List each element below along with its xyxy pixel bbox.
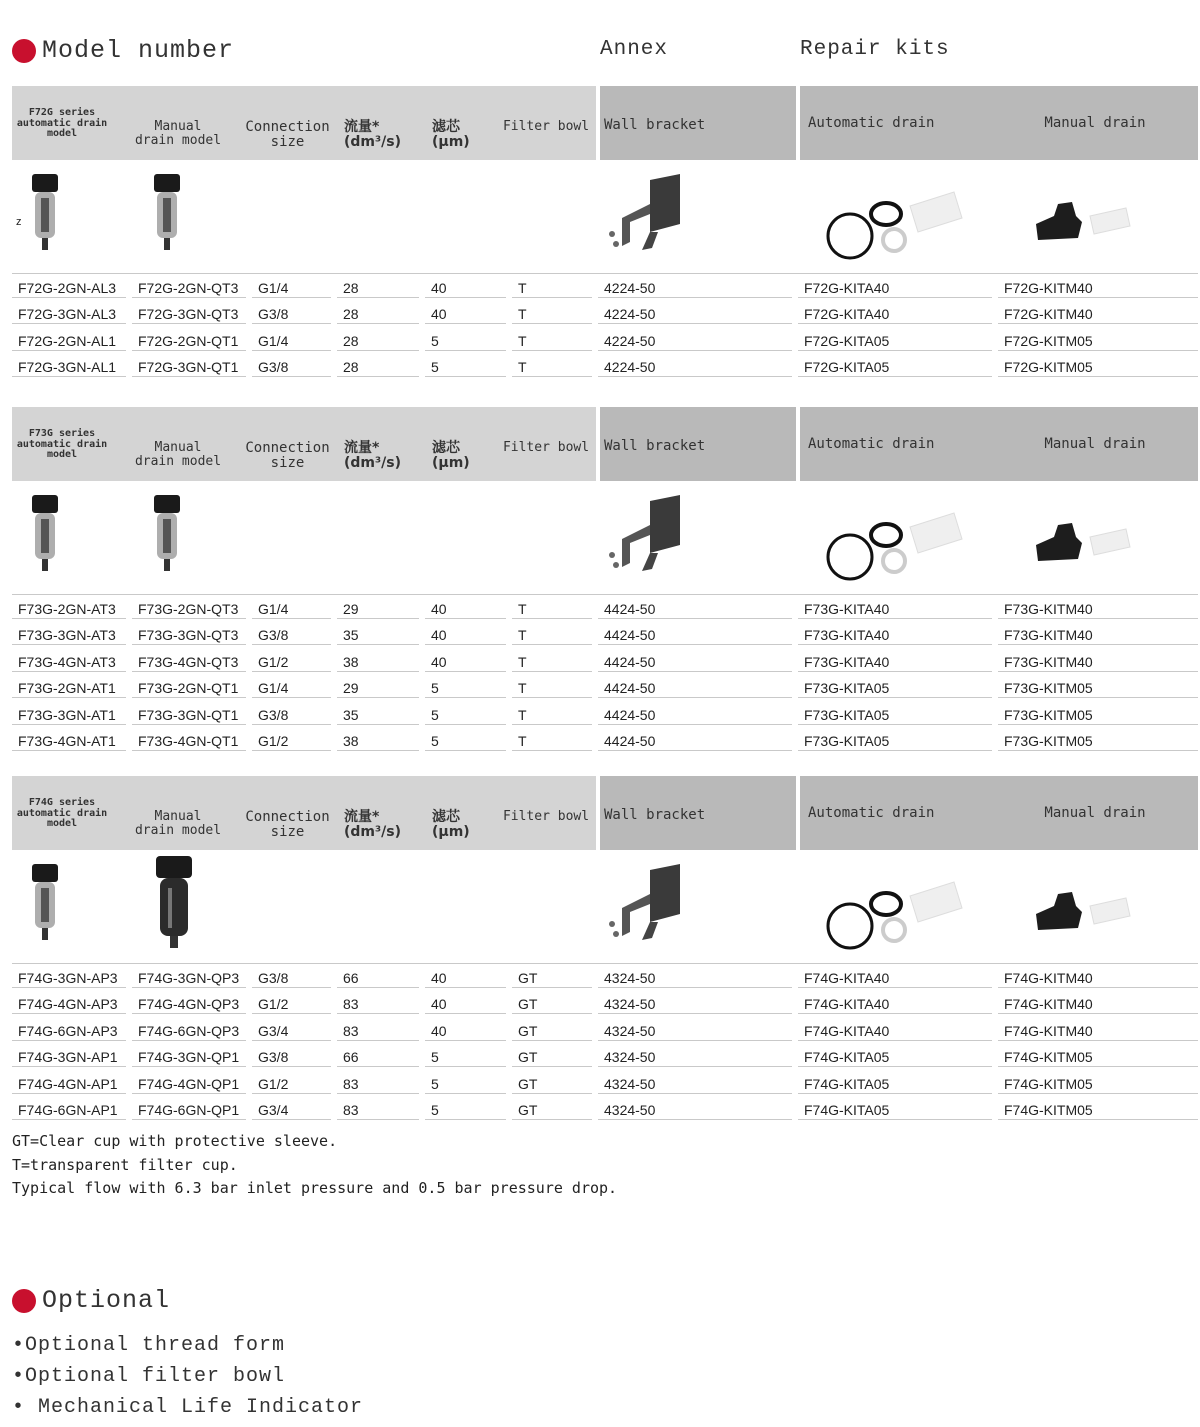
annex-heading: Annex — [600, 38, 669, 61]
optional-item: •Optional filter bowl — [12, 1365, 286, 1388]
table-cell: 40 — [425, 649, 506, 672]
automatic-drain-kit-icon — [826, 505, 976, 585]
wall-bracket-header: Wall bracket — [604, 807, 706, 823]
wall-bracket-header: Wall bracket — [604, 117, 706, 133]
manual-drain-kit-icon — [1030, 515, 1140, 575]
table-cell: F74G-KITM05 — [998, 1097, 1198, 1120]
table-cell: 35 — [337, 622, 419, 645]
table-cell: G3/8 — [252, 702, 331, 725]
table-row — [12, 675, 1198, 701]
table-cell: F72G-2GN-AL1 — [12, 328, 126, 351]
series-header-line: F72G series — [28, 107, 96, 118]
table-cell: F74G-KITA40 — [798, 991, 992, 1014]
series-header-line: model — [46, 818, 78, 829]
wall-bracket-icon — [602, 495, 692, 575]
header-line: (dm³/s) — [344, 823, 401, 840]
table-cell: 4324-50 — [598, 1018, 792, 1041]
header-line: (dm³/s) — [344, 454, 401, 471]
series-header-line: F74G series — [28, 797, 96, 808]
header-line: Manual — [154, 440, 202, 455]
table-cell: F73G-KITM40 — [998, 596, 1198, 619]
table-cell: 35 — [337, 702, 419, 725]
series-header-line: automatic drain — [16, 807, 108, 819]
table-cell: F74G-4GN-QP1 — [132, 1071, 246, 1094]
optional-item: •Optional thread form — [12, 1334, 286, 1357]
table-cell: F72G-KITA05 — [798, 354, 992, 377]
table-cell: F74G-KITM40 — [998, 965, 1198, 988]
table-cell: T — [512, 728, 592, 751]
manual-filter-icon — [152, 174, 182, 254]
table-cell: 83 — [337, 1071, 419, 1094]
table-cell: F73G-KITM05 — [998, 728, 1198, 751]
automatic-filter-icon — [30, 864, 60, 944]
table-cell: F73G-2GN-AT1 — [12, 675, 126, 698]
table-cell: F73G-KITA05 — [798, 702, 992, 725]
series-header — [12, 798, 112, 830]
table-cell: 4324-50 — [598, 1071, 792, 1094]
wall-bracket-image — [602, 495, 692, 580]
manual-drain-kit-icon — [1030, 884, 1140, 944]
table-cell: F73G-4GN-QT1 — [132, 728, 246, 751]
table-cell: 5 — [425, 1044, 506, 1067]
table-cell: 29 — [337, 596, 419, 619]
table-row — [12, 702, 1198, 728]
table-cell: F72G-KITM40 — [998, 275, 1198, 298]
table-cell: F73G-4GN-AT1 — [12, 728, 126, 751]
table-cell: F74G-KITM40 — [998, 991, 1198, 1014]
table-cell: F74G-6GN-AP3 — [12, 1018, 126, 1041]
filter-bowl-header: Filter bowl — [502, 119, 590, 134]
table-cell: F73G-3GN-AT1 — [12, 702, 126, 725]
manual-drain-kit-image — [1030, 515, 1140, 580]
table-cell: 4424-50 — [598, 702, 792, 725]
series-header — [12, 108, 112, 140]
table-cell: F73G-KITA05 — [798, 675, 992, 698]
table-cell: 40 — [425, 965, 506, 988]
automatic-drain-kit-icon — [826, 184, 976, 264]
flow-header — [344, 810, 424, 839]
header-line: size — [270, 823, 305, 840]
table-cell: 4424-50 — [598, 622, 792, 645]
table-cell: 4224-50 — [598, 275, 792, 298]
table-cell: 4324-50 — [598, 991, 792, 1014]
table-cell: T — [512, 301, 592, 324]
table-cell: F73G-4GN-AT3 — [12, 649, 126, 672]
manual-drain-header: Manual drain — [1044, 115, 1146, 131]
table-cell: T — [512, 649, 592, 672]
manual-drain-kit-icon — [1030, 194, 1140, 254]
table-cell: 4324-50 — [598, 1097, 792, 1120]
automatic-drain-kit-image — [826, 874, 976, 959]
table-cell: T — [512, 622, 592, 645]
table-cell: F74G-KITA05 — [798, 1097, 992, 1120]
table-cell: F74G-KITA05 — [798, 1071, 992, 1094]
table-cell: F74G-KITA40 — [798, 965, 992, 988]
table-row — [12, 649, 1198, 675]
table-cell: F73G-KITA40 — [798, 622, 992, 645]
table-cell: F74G-KITM40 — [998, 1018, 1198, 1041]
manual-drain-header: Manual drain — [1044, 436, 1146, 452]
manual-filter-image — [152, 856, 196, 957]
filter-bowl-header: Filter bowl — [502, 809, 590, 824]
automatic-filter-image — [30, 864, 60, 949]
table-cell: 5 — [425, 354, 506, 377]
table-cell: F73G-KITM40 — [998, 649, 1198, 672]
table-cell: G1/4 — [252, 675, 331, 698]
filter-element-header — [432, 810, 502, 839]
table-row — [12, 965, 1198, 991]
table-row — [12, 728, 1198, 754]
optional-title: Optional — [42, 1286, 171, 1315]
header-line: 滤芯 — [432, 809, 460, 825]
optional-list — [12, 1330, 363, 1423]
manual-filter-image — [152, 174, 182, 259]
table-cell: 4424-50 — [598, 649, 792, 672]
table-row — [12, 622, 1198, 648]
header-line: drain model — [134, 822, 222, 838]
header-line: Manual — [154, 809, 202, 824]
header-line: drain model — [134, 132, 222, 148]
footnotes — [12, 1130, 617, 1201]
table-cell: F73G-KITA40 — [798, 649, 992, 672]
series-header-line: automatic drain — [16, 438, 108, 450]
table-cell: F72G-KITM05 — [998, 328, 1198, 351]
table-cell: G3/4 — [252, 1018, 331, 1041]
table-cell: F74G-KITA40 — [798, 1018, 992, 1041]
table-cell: 5 — [425, 728, 506, 751]
table-cell: F74G-4GN-AP1 — [12, 1071, 126, 1094]
table-cell: F72G-3GN-QT1 — [132, 354, 246, 377]
flow-header — [344, 120, 424, 149]
red-dot-icon — [12, 39, 36, 63]
table-cell: 40 — [425, 301, 506, 324]
table-cell: 4224-50 — [598, 328, 792, 351]
table-cell: F73G-3GN-QT3 — [132, 622, 246, 645]
table-cell: G3/8 — [252, 1044, 331, 1067]
connection-size-header — [240, 120, 335, 149]
table-cell: 4424-50 — [598, 596, 792, 619]
table-cell: F72G-3GN-QT3 — [132, 301, 246, 324]
table-cell: 28 — [337, 354, 419, 377]
divider — [12, 594, 1198, 595]
table-cell: F72G-2GN-QT1 — [132, 328, 246, 351]
table-cell: F74G-3GN-AP3 — [12, 965, 126, 988]
automatic-filter-icon — [30, 495, 60, 575]
header-line: Connection — [245, 809, 330, 825]
table-cell: G1/2 — [252, 728, 331, 751]
connection-size-header — [240, 441, 335, 470]
table-cell: F72G-3GN-AL1 — [12, 354, 126, 377]
table-cell: 4324-50 — [598, 1044, 792, 1067]
header-line: (dm³/s) — [344, 133, 401, 150]
table-cell: T — [512, 702, 592, 725]
table-cell: F74G-3GN-QP1 — [132, 1044, 246, 1067]
table-cell: F73G-2GN-AT3 — [12, 596, 126, 619]
model-number-title: Model number — [42, 36, 235, 65]
table-cell: F73G-2GN-QT3 — [132, 596, 246, 619]
table-row — [12, 275, 1198, 301]
table-cell: 4424-50 — [598, 728, 792, 751]
table-row — [12, 328, 1198, 354]
table-cell: 40 — [425, 596, 506, 619]
series-header-line: model — [46, 449, 78, 460]
table-cell: 5 — [425, 1097, 506, 1120]
table-cell: 28 — [337, 275, 419, 298]
model-number-heading — [12, 36, 234, 65]
table-cell: 66 — [337, 965, 419, 988]
table-cell: 83 — [337, 1097, 419, 1120]
table-cell: F74G-6GN-QP3 — [132, 1018, 246, 1041]
table-cell: F72G-KITM40 — [998, 301, 1198, 324]
table-cell: G1/2 — [252, 1071, 331, 1094]
table-cell: F73G-2GN-QT1 — [132, 675, 246, 698]
header-line: Manual — [154, 119, 202, 134]
table-cell: T — [512, 354, 592, 377]
wall-bracket-header: Wall bracket — [604, 438, 706, 454]
manual-drain-kit-image — [1030, 194, 1140, 259]
table-cell: F74G-KITM05 — [998, 1044, 1198, 1067]
table-cell: 29 — [337, 675, 419, 698]
table-cell: 66 — [337, 1044, 419, 1067]
table-cell: F73G-KITM05 — [998, 702, 1198, 725]
header-line: (μm) — [432, 133, 470, 150]
series-header — [12, 429, 112, 461]
filter-element-header — [432, 441, 502, 470]
table-cell: 40 — [425, 275, 506, 298]
table-row — [12, 991, 1198, 1017]
note-t: T=transparent filter cup. — [12, 1155, 238, 1174]
manual-filter-image — [152, 495, 182, 580]
table-cell: 5 — [425, 702, 506, 725]
table-cell: 40 — [425, 1018, 506, 1041]
table-row — [12, 301, 1198, 327]
manual-drain-model-header — [128, 810, 228, 837]
manual-drain-kit-image — [1030, 884, 1140, 949]
table-cell: GT — [512, 965, 592, 988]
table-cell: F73G-3GN-QT1 — [132, 702, 246, 725]
automatic-drain-kit-icon — [826, 874, 976, 954]
wall-bracket-icon — [602, 864, 692, 944]
repair-kits-heading: Repair kits — [800, 38, 950, 61]
table-cell: GT — [512, 1018, 592, 1041]
table-cell: F73G-KITM05 — [998, 675, 1198, 698]
table-cell: T — [512, 275, 592, 298]
flow-header — [344, 441, 424, 470]
table-cell: 5 — [425, 675, 506, 698]
automatic-drain-header: Automatic drain — [808, 805, 935, 821]
manual-filter-icon — [152, 856, 196, 952]
table-cell: F73G-KITA05 — [798, 728, 992, 751]
table-cell: F72G-KITM05 — [998, 354, 1198, 377]
table-cell: 83 — [337, 991, 419, 1014]
table-cell: GT — [512, 1044, 592, 1067]
table-cell: G3/4 — [252, 1097, 331, 1120]
series-header-line: model — [46, 128, 78, 139]
wall-bracket-image — [602, 174, 692, 259]
table-cell: F74G-3GN-QP3 — [132, 965, 246, 988]
table-cell: 38 — [337, 728, 419, 751]
table-cell: GT — [512, 1071, 592, 1094]
optional-item: • Mechanical Life Indicator — [12, 1396, 364, 1419]
header-line: drain model — [134, 453, 222, 469]
table-row — [12, 596, 1198, 622]
table-cell: 4224-50 — [598, 301, 792, 324]
table-cell: 40 — [425, 622, 506, 645]
manual-drain-model-header — [128, 441, 228, 468]
table-cell: F72G-2GN-AL3 — [12, 275, 126, 298]
table-cell: F74G-KITA05 — [798, 1044, 992, 1067]
automatic-drain-header: Automatic drain — [808, 436, 935, 452]
table-cell: GT — [512, 991, 592, 1014]
divider — [12, 963, 1198, 964]
table-cell: 4224-50 — [598, 354, 792, 377]
table-cell: G3/8 — [252, 301, 331, 324]
table-cell: F73G-3GN-AT3 — [12, 622, 126, 645]
manual-drain-header: Manual drain — [1044, 805, 1146, 821]
table-cell: F73G-KITM40 — [998, 622, 1198, 645]
header-line: 流量* — [344, 809, 380, 825]
table-cell: G1/2 — [252, 649, 331, 672]
table-cell: 38 — [337, 649, 419, 672]
automatic-filter-icon — [30, 174, 60, 254]
automatic-drain-kit-image — [826, 184, 976, 269]
table-cell: 28 — [337, 301, 419, 324]
table-cell: F74G-4GN-QP3 — [132, 991, 246, 1014]
table-cell: G1/4 — [252, 275, 331, 298]
table-cell: G1/2 — [252, 991, 331, 1014]
table-cell: F73G-KITA40 — [798, 596, 992, 619]
automatic-drain-header: Automatic drain — [808, 115, 935, 131]
table-cell: 4424-50 — [598, 675, 792, 698]
table-cell: F73G-4GN-QT3 — [132, 649, 246, 672]
header-line: 流量* — [344, 119, 380, 135]
header-line: size — [270, 454, 305, 471]
table-cell: F72G-KITA40 — [798, 275, 992, 298]
automatic-drain-kit-image — [826, 505, 976, 590]
header-line: 流量* — [344, 440, 380, 456]
table-cell: 4324-50 — [598, 965, 792, 988]
table-cell: F72G-3GN-AL3 — [12, 301, 126, 324]
filter-bowl-header: Filter bowl — [502, 440, 590, 455]
note-gt: GT=Clear cup with protective sleeve. — [12, 1132, 338, 1150]
table-cell: 28 — [337, 328, 419, 351]
table-cell: GT — [512, 1097, 592, 1120]
table-row — [12, 1044, 1198, 1070]
connection-size-header — [240, 810, 335, 839]
table-cell: T — [512, 328, 592, 351]
table-cell: 83 — [337, 1018, 419, 1041]
image-mark: z — [16, 216, 22, 228]
table-cell: G3/8 — [252, 354, 331, 377]
table-cell: 5 — [425, 328, 506, 351]
wall-bracket-icon — [602, 174, 692, 254]
wall-bracket-image — [602, 864, 692, 949]
table-cell: G1/4 — [252, 328, 331, 351]
table-row — [12, 354, 1198, 380]
table-cell: F74G-3GN-AP1 — [12, 1044, 126, 1067]
header-line: (μm) — [432, 454, 470, 471]
header-line: 滤芯 — [432, 440, 460, 456]
manual-filter-icon — [152, 495, 182, 575]
header-line: Connection — [245, 440, 330, 456]
series-header-line: F73G series — [28, 428, 96, 439]
table-cell: F72G-2GN-QT3 — [132, 275, 246, 298]
red-dot-icon — [12, 1289, 36, 1313]
header-line: (μm) — [432, 823, 470, 840]
table-cell: G3/8 — [252, 622, 331, 645]
header-line: size — [270, 133, 305, 150]
optional-heading — [12, 1286, 170, 1315]
table-cell: F72G-KITA05 — [798, 328, 992, 351]
table-row — [12, 1018, 1198, 1044]
table-cell: T — [512, 675, 592, 698]
divider — [12, 273, 1198, 274]
table-cell: F74G-6GN-AP1 — [12, 1097, 126, 1120]
filter-element-header — [432, 120, 502, 149]
table-cell: F74G-6GN-QP1 — [132, 1097, 246, 1120]
automatic-filter-image — [30, 495, 60, 580]
table-row — [12, 1071, 1198, 1097]
automatic-filter-image — [30, 174, 60, 259]
table-row — [12, 1097, 1198, 1123]
table-cell: F72G-KITA40 — [798, 301, 992, 324]
note-flow: Typical flow with 6.3 bar inlet pressure and 0.5 bar pressure drop. — [12, 1179, 618, 1197]
table-cell: F74G-KITM05 — [998, 1071, 1198, 1094]
header-line: Connection — [245, 119, 330, 135]
table-cell: G3/8 — [252, 965, 331, 988]
table-cell: 5 — [425, 1071, 506, 1094]
table-cell: 40 — [425, 991, 506, 1014]
table-cell: F74G-4GN-AP3 — [12, 991, 126, 1014]
manual-drain-model-header — [128, 120, 228, 147]
header-line: 滤芯 — [432, 119, 460, 135]
table-cell: G1/4 — [252, 596, 331, 619]
table-cell: T — [512, 596, 592, 619]
series-header-line: automatic drain — [16, 117, 108, 129]
